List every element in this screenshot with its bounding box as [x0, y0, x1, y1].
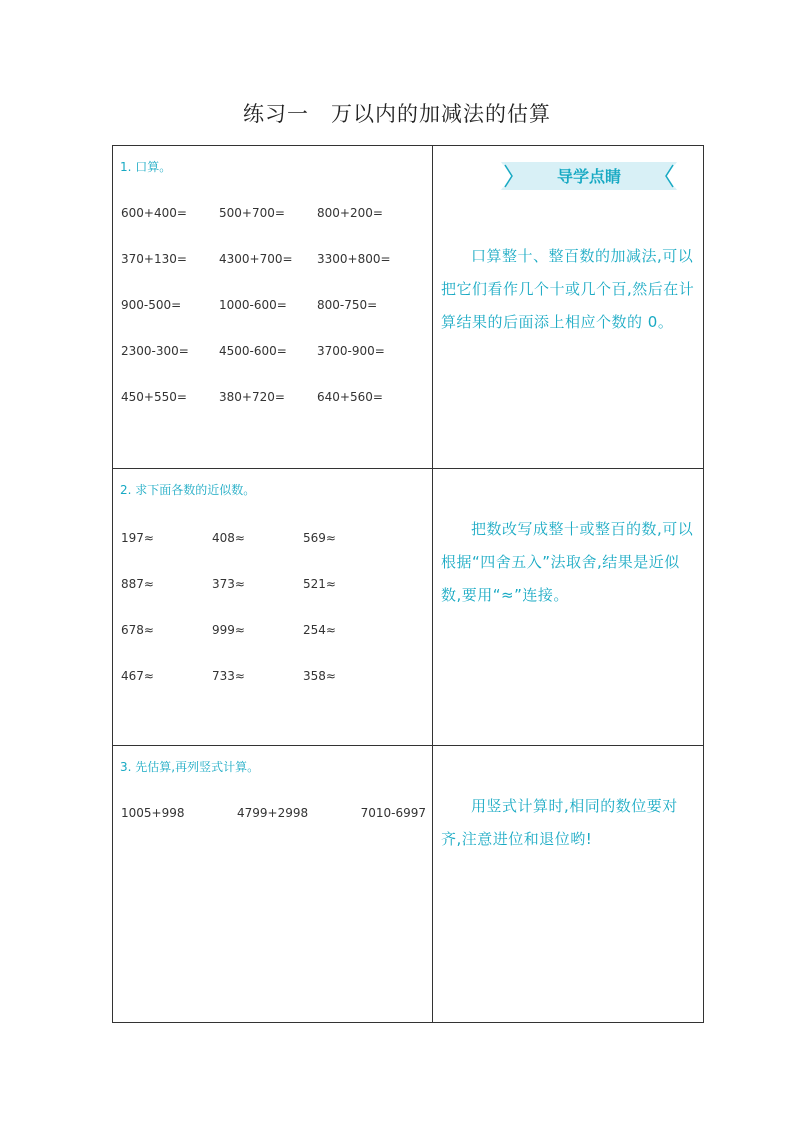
section-1-tip: 口算整十、整百数的加减法,可以把它们看作几个十或几个百,然后在计算结果的后面添上相应个数的 0。 [441, 247, 695, 331]
problem: 467≈ [121, 669, 154, 683]
problem-row [121, 531, 401, 577]
problem: 521≈ [303, 577, 336, 591]
section-3-exercises [113, 746, 433, 1023]
problem-row [121, 298, 415, 344]
section-2-tips [433, 469, 704, 746]
problem-row [121, 623, 401, 669]
problem: 450+550= [121, 390, 187, 404]
problem: 358≈ [303, 669, 336, 683]
problem: 4799+2998 [236, 806, 309, 820]
problem: 887≈ [121, 577, 154, 591]
problem: 2300-300= [121, 344, 189, 358]
problem: 408≈ [212, 531, 245, 545]
problem-row [121, 577, 401, 623]
problem: 197≈ [121, 531, 154, 545]
problem-row [121, 206, 415, 252]
section-2-row [113, 469, 704, 746]
problem: 500+700= [219, 206, 285, 220]
page-title: 练习一 万以内的加减法的估算 [243, 102, 551, 126]
section-1-heading: 1. 口算。 [120, 160, 172, 174]
problem: 1005+998 [121, 806, 185, 820]
problem: 4500-600= [219, 344, 287, 358]
problem: 900-500= [121, 298, 182, 312]
guide-banner [501, 162, 677, 190]
section-3-tips [433, 746, 704, 1023]
problem: 3700-900= [317, 344, 385, 358]
problem: 678≈ [121, 623, 154, 637]
section-2-exercises [113, 469, 433, 746]
problem: 370+130= [121, 252, 187, 266]
problem: 7010-6997 [360, 806, 426, 820]
problem-row [121, 252, 415, 298]
problem: 600+400= [121, 206, 187, 220]
problem: 800+200= [317, 206, 383, 220]
problem: 254≈ [303, 623, 336, 637]
section-3-heading: 3. 先估算,再列竖式计算。 [120, 760, 260, 774]
section-2-grid [121, 531, 401, 715]
problem-row [121, 344, 415, 390]
problem: 999≈ [212, 623, 245, 637]
problem: 733≈ [212, 669, 245, 683]
problem: 4300+700= [219, 252, 293, 266]
guide-banner-text: 导学点睛 [556, 167, 622, 186]
problem-row [121, 669, 401, 715]
problem-row [121, 390, 415, 436]
section-2-heading: 2. 求下面各数的近似数。 [120, 483, 256, 497]
section-1-tips [433, 146, 704, 469]
exercise-table [112, 145, 704, 1023]
problem: 373≈ [212, 577, 245, 591]
problem: 380+720= [219, 390, 285, 404]
section-1-row [113, 146, 704, 469]
problem: 3300+800= [317, 252, 391, 266]
section-3-row [113, 746, 704, 1023]
section-1-grid [121, 206, 415, 436]
problem: 800-750= [317, 298, 378, 312]
section-1-exercises [113, 146, 433, 469]
problem: 569≈ [303, 531, 336, 545]
problem-row [121, 806, 426, 852]
section-2-tip: 把数改写成整十或整百的数,可以根据“四舍五入”法取舍,结果是近似数,要用“≈”连接。 [441, 520, 694, 604]
section-3-tip: 用竖式计算时,相同的数位要对齐,注意进位和退位哟! [441, 797, 678, 848]
section-3-grid [121, 806, 426, 852]
problem: 1000-600= [219, 298, 287, 312]
problem: 640+560= [317, 390, 383, 404]
